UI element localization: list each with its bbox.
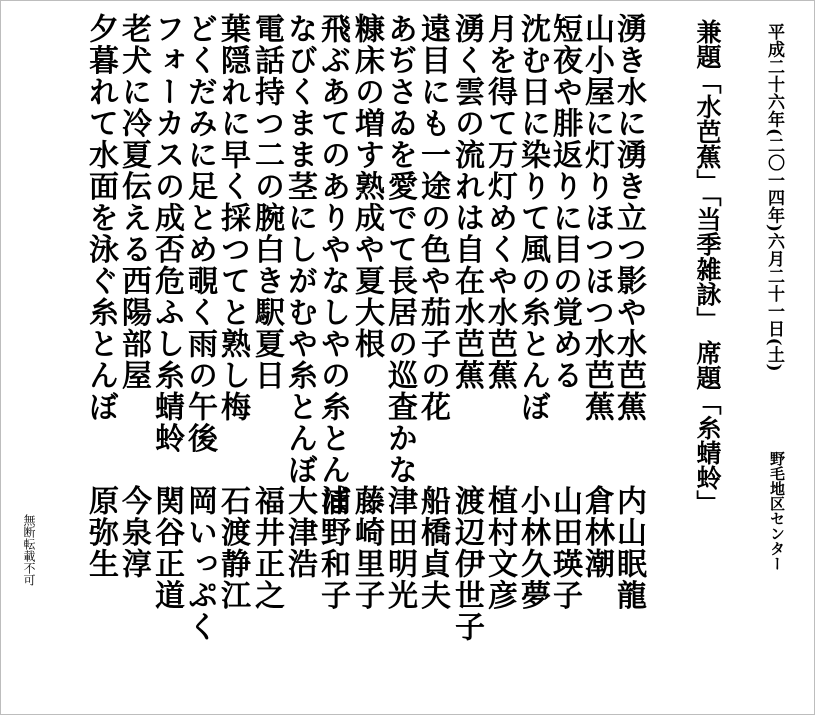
- haiku-line: 飛ぶあてのありやなしやの糸とんぼ: [315, 13, 350, 517]
- haiku-line: フォーカスの成否危ふし糸蜻蛉: [149, 13, 184, 454]
- haiku-line: 糠床の増す熟成や夏大根: [349, 13, 384, 360]
- haiku-line: 沈む日に染りて風の糸とんぼ: [515, 13, 550, 423]
- author-name: 渡辺伊世子: [449, 485, 484, 643]
- author-name: 内山眠龍: [611, 485, 646, 611]
- theme-line: 兼題「水芭蕉」「当季雑詠」 席題「糸蜻蛉」: [693, 19, 722, 516]
- author-name: 原弥生: [83, 485, 118, 580]
- haiku-line: 月を得て万灯めくや水芭蕉: [482, 13, 517, 391]
- haiku-line: 夕暮れて水面を泳ぐ糸とんぼ: [83, 13, 118, 423]
- author-name: 倉林潮: [579, 485, 614, 580]
- author-name: 大津浩: [282, 485, 317, 580]
- author-name: 津田明光: [382, 485, 417, 611]
- author-name: 関谷正道: [149, 485, 184, 611]
- author-name: 浦野和子: [315, 485, 350, 611]
- haiku-line: あぢさゐを愛でて長居の巡査かな: [382, 13, 417, 486]
- date-line: 平成二十六年(二〇一四年)六月二十一日(土): [764, 23, 784, 373]
- haiku-line: 遠目にも一途の色や茄子の花: [415, 13, 450, 423]
- haiku-line: なびくまま茎にしがむや糸とんぼ: [282, 13, 317, 486]
- haiku-line: 老犬に冷夏伝える西陽部屋: [116, 13, 151, 391]
- author-name: 船橋貞夫: [415, 485, 450, 611]
- haiku-line: 山小屋に灯りほつほつ水芭蕉: [579, 13, 614, 423]
- author-name: 藤崎里子: [349, 485, 384, 611]
- haiku-line: 湧く雲の流れは自在水芭蕉: [449, 13, 484, 391]
- author-name: 今泉淳: [116, 485, 151, 580]
- author-name: 石渡静江: [215, 485, 250, 611]
- author-name: 植村文彦: [482, 485, 517, 611]
- haiku-line: 電話持つ二の腕白き駅夏日: [249, 13, 284, 391]
- copyright-note: 無断転載不可: [22, 514, 36, 586]
- author-name: 福井正之: [249, 485, 284, 611]
- haiku-line: 短夜や腓返りに目の覚める: [547, 13, 582, 391]
- haiku-line: どくだみに足とめ覗く雨の午後: [182, 13, 217, 454]
- venue-label: 野毛地区センター: [768, 451, 786, 571]
- author-name: 小林久夢: [515, 485, 550, 611]
- haiku-line: 葉隠れに早く採つてと熟し梅: [215, 13, 250, 423]
- haiku-line: 湧き水に湧き立つ影や水芭蕉: [611, 13, 646, 423]
- author-name: 岡いっぷく: [182, 485, 217, 643]
- author-name: 山田瑛子: [547, 485, 582, 611]
